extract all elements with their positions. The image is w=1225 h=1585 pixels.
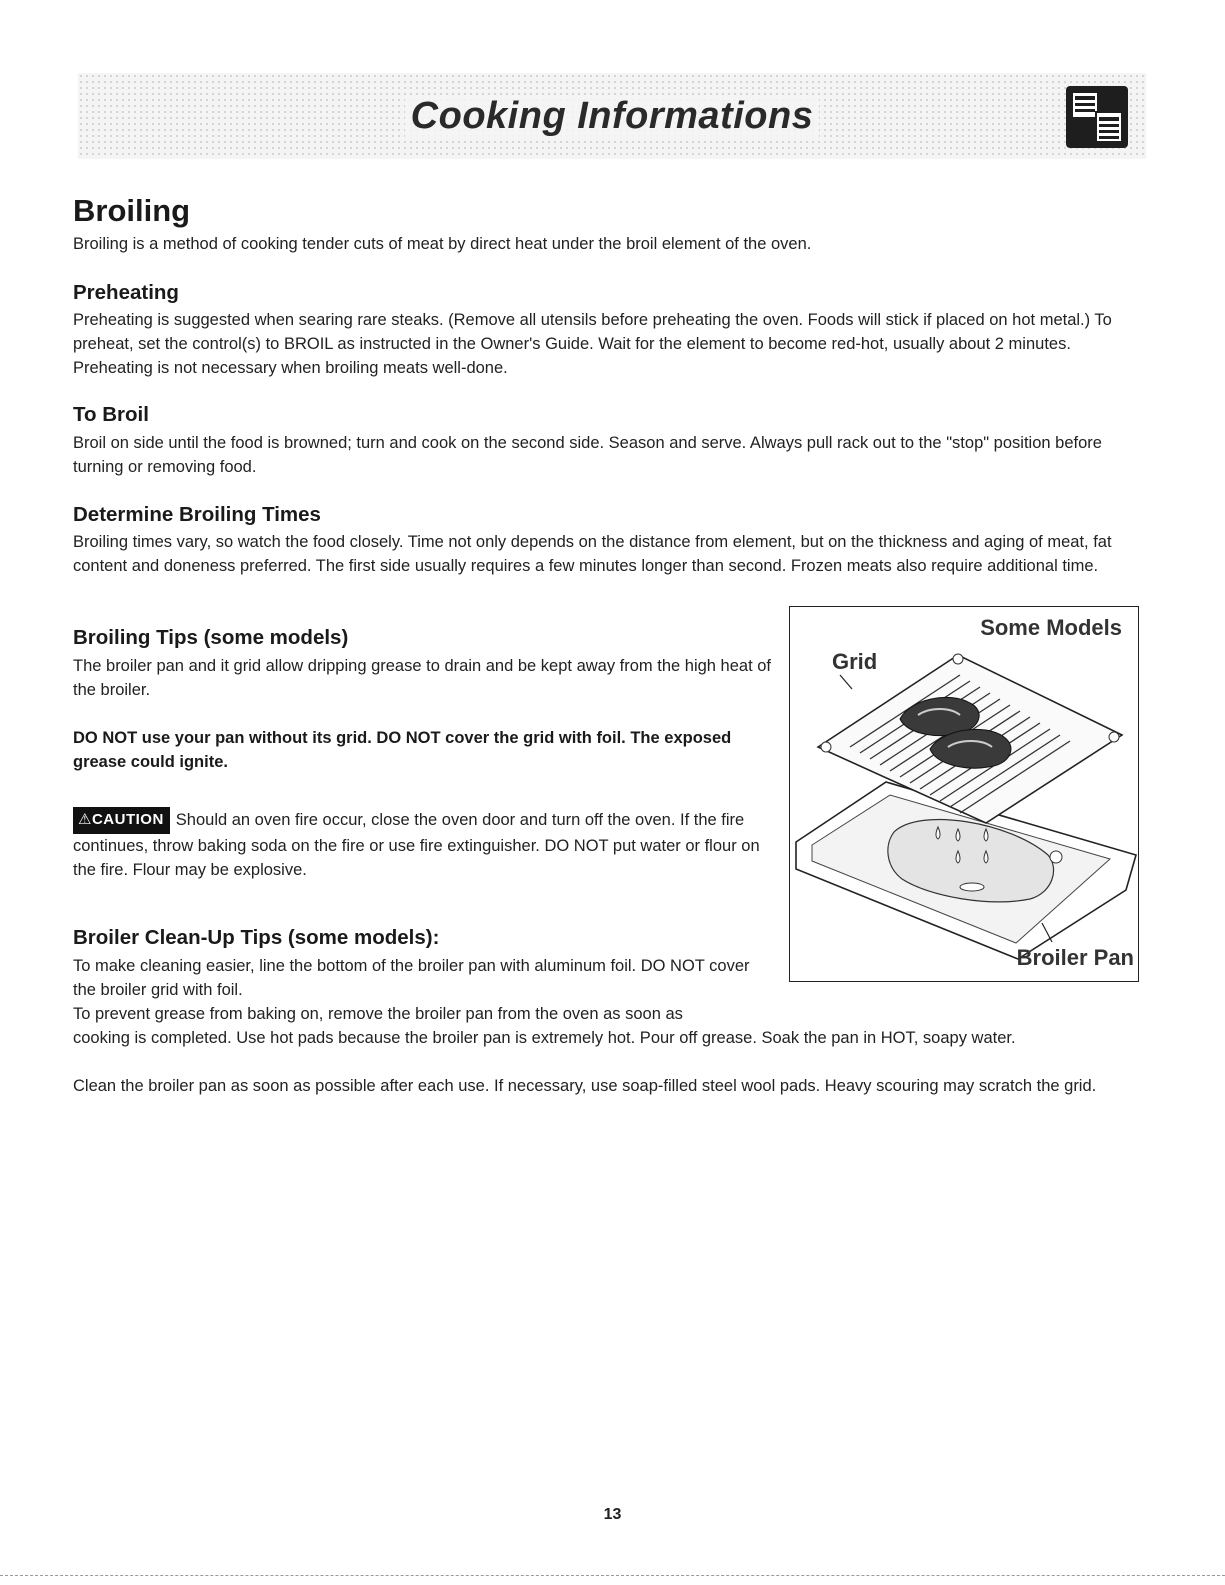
section-title: Broiling [73,193,191,228]
to-broil-text: Broil on side until the food is browned; turn and cook on the second side. Season and serve. Always pull rack out to the "stop" position before turning or removing food. [73,434,1102,476]
broiling-times-text: Broiling times vary, so watch the food closely. Time not only depends on the distance from element, but on the thickness and aging of meat, fat content and doneness preferred. The first side usually requires a few minutes longer than second. Frozen meats also require additional time. [73,533,1112,575]
broiling-times-heading: Determine Broiling Times [73,503,321,526]
caution-text: Should an oven fire occur, close the oven door and turn off the oven. If the fire continues, throw baking soda on the fire or use fire extinguisher. DO NOT put water or flour on the fire. Flour may be explosive. [73,811,760,879]
header-title: Cooking Informations [78,95,1146,138]
header-banner [78,73,1146,159]
cleanup-text-2b: cooking is completed. Use hot pads because the broiler pan is extremely hot. Pour off grease. Soak the pan in HOT, soapy water. [73,1029,1016,1047]
figure-title: Some Models [980,615,1122,640]
caution-paragraph [73,807,773,882]
broiling-tips-heading: Broiling Tips (some models) [73,626,349,649]
intro-text: Broiling is a method of cooking tender cuts of meat by direct heat under the broil element of the oven. [73,235,812,253]
broiler-pan-figure [789,606,1139,982]
broiler-pan-label: Broiler Pan [1016,945,1134,970]
page-number: 13 [603,1506,622,1523]
footer-rule [0,1575,1225,1576]
cleanup-text-3: Clean the broiler pan as soon as possible after each use. If necessary, use soap-filled steel wool pads. Heavy scouring may scratch the grid. [73,1077,1097,1095]
warning-triangle-icon: ⚠ [78,811,92,828]
cleanup-text-2a: To prevent grease from baking on, remove the broiler pan from the oven as soon as [73,1005,683,1023]
document-pages-icon [1066,86,1128,148]
grid-warning-text: DO NOT use your pan without its grid. DO NOT cover the grid with foil. The exposed grease could ignite. [73,729,732,771]
to-broil-heading: To Broil [73,403,149,426]
preheating-text: Preheating is suggested when searing rare steaks. (Remove all utensils before preheating the oven. Foods will stick if placed on hot metal.) To preheat, set the control(s) to BROIL as instructed in the Owner's Guide. Wait for the element to become red-hot, usually about 2 minutes. Preheating is not necessary when broiling meats well-done. [73,311,1112,377]
cleanup-heading: Broiler Clean-Up Tips (some models): [73,926,440,949]
caution-badge [73,807,170,834]
caution-label: CAUTION [91,811,164,828]
cleanup-text-1: To make cleaning easier, line the bottom of the broiler pan with aluminum foil. DO NOT cover the broiler grid with foil. [73,957,750,999]
grid-label: Grid [832,649,878,674]
broiling-tips-text: The broiler pan and it grid allow dripping grease to drain and be kept away from the high heat of the broiler. [73,657,772,699]
preheating-heading: Preheating [73,281,179,304]
